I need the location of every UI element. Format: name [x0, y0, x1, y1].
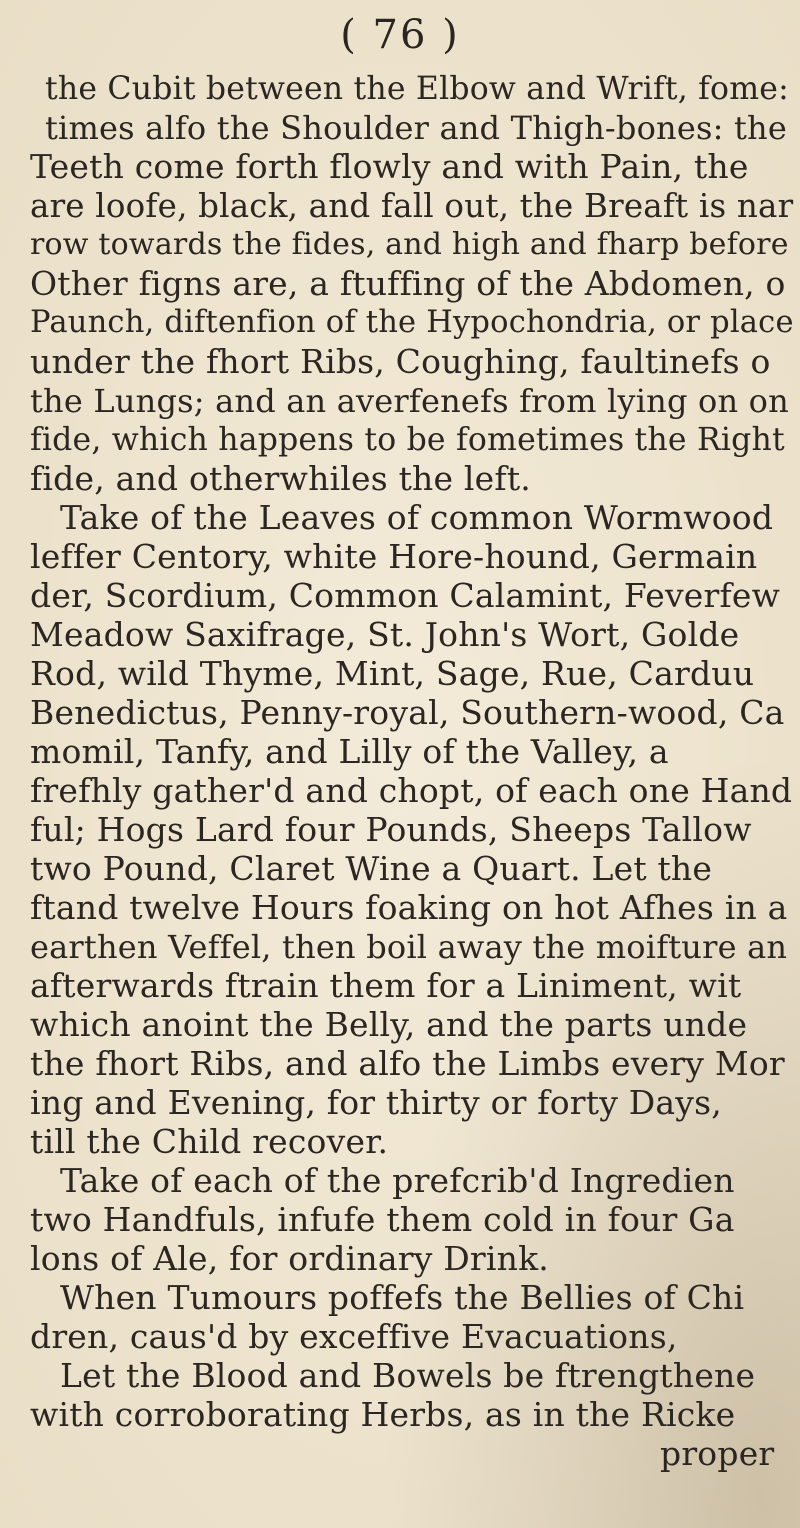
text-line: der, Scordium, Common Calamint, Feverfew: [30, 576, 781, 615]
text-line: Other figns are, a ftuffing of the Abdomen, o: [30, 264, 786, 303]
text-line: two Pound, Claret Wine a Quart. Let the: [30, 849, 713, 888]
text-line: ful; Hogs Lard four Pounds, Sheeps Tallow: [30, 810, 752, 849]
text-line: dren, caus'd by exceffive Evacuations,: [30, 1317, 678, 1356]
text-line: the Cubit between the Elbow and Wrift, fome:: [45, 71, 789, 107]
text-line: Benedictus, Penny-royal, Southern-wood, Ca: [30, 693, 785, 732]
text-line: Rod, wild Thyme, Mint, Sage, Rue, Carduu: [30, 654, 755, 693]
text-line: times alfo the Shoulder and Thigh-bones: the: [45, 109, 787, 147]
text-line: Paunch, diftenfion of the Hypochondria, or place: [30, 305, 794, 340]
text-line: which anoint the Belly, and the parts unde: [30, 1005, 748, 1044]
text-line: under the fhort Ribs, Coughing, faultinefs o: [30, 342, 771, 381]
text-line: Meadow Saxifrage, St. John's Wort, Golde: [30, 615, 740, 654]
text-line: row towards the fides, and high and fharp before: [30, 227, 789, 262]
text-line: with corroborating Herbs, as in the Ricke: [30, 1395, 736, 1434]
text-line: fide, and otherwhiles the left.: [30, 459, 531, 498]
text-line: Teeth come forth flowly and with Pain, the: [30, 147, 749, 186]
text-line: leffer Centory, white Hore-hound, Germain: [30, 537, 758, 576]
text-line: ing and Evening, for thirty or forty Days,: [30, 1083, 722, 1122]
text-line: fide, which happens to be fometimes the Right: [30, 422, 785, 458]
text-line: When Tumours poffefs the Bellies of Chi: [60, 1278, 745, 1317]
text-line: ftand twelve Hours foaking on hot Afhes in a: [30, 888, 788, 927]
text-line: earthen Veffel, then boil away the moifture an: [30, 928, 788, 966]
text-line: proper: [660, 1434, 775, 1473]
text-line: the fhort Ribs, and alfo the Limbs every Mor: [30, 1044, 785, 1083]
text-line: lons of Ale, for ordinary Drink.: [30, 1239, 549, 1278]
text-line: afterwards ftrain them for a Liniment, wit: [30, 966, 742, 1005]
text-line: momil, Tanfy, and Lilly of the Valley, a: [30, 732, 669, 771]
text-line: are loofe, black, and fall out, the Breaft is nar: [30, 187, 794, 225]
page-number-header: ( 76 ): [340, 12, 460, 58]
text-line: two Handfuls, infufe them cold in four Ga: [30, 1200, 735, 1239]
text-line: Take of each of the prefcrib'd Ingredien: [60, 1161, 735, 1200]
text-line: the Lungs; and an averfenefs from lying on on: [30, 382, 789, 420]
text-line: Take of the Leaves of common Wormwood: [60, 498, 774, 537]
text-line: Let the Blood and Bowels be ftrengthene: [60, 1356, 756, 1395]
text-line: till the Child recover.: [30, 1122, 389, 1161]
text-line: frefhly gather'd and chopt, of each one Hand: [30, 771, 793, 810]
